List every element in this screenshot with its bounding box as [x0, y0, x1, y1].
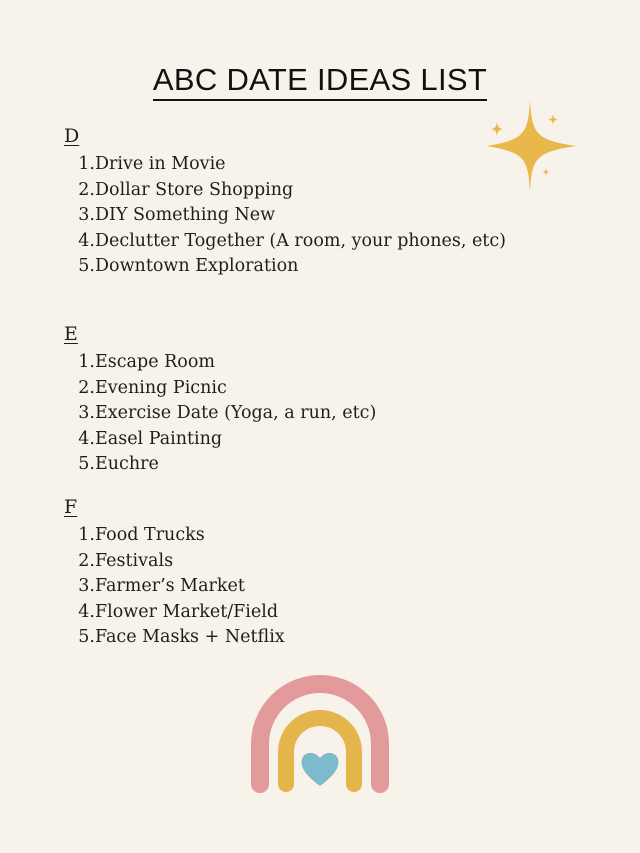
- list-item: [64, 427, 376, 453]
- list-item: [64, 452, 376, 478]
- list-item: [64, 229, 506, 255]
- list-item: [64, 401, 376, 427]
- item-number: 4.: [78, 601, 95, 622]
- item-text: Food Trucks: [95, 525, 205, 545]
- item-number: 5.: [78, 627, 95, 647]
- item-text: Dollar Store Shopping: [95, 179, 294, 200]
- item-number: 2.: [78, 179, 95, 200]
- list-item: [64, 600, 285, 626]
- list-item: [64, 523, 285, 549]
- item-text: Escape Room: [95, 352, 215, 372]
- idea-list: [64, 152, 506, 280]
- item-number: 4.: [78, 428, 95, 449]
- item-text: Exercise Date (Yoga, a run, etc): [95, 403, 377, 423]
- list-item: [64, 178, 506, 204]
- item-text: Farmer’s Market: [95, 576, 245, 596]
- item-number: 2.: [78, 550, 95, 571]
- sparkle-icon: [480, 96, 580, 196]
- item-text: Declutter Together (A room, your phones, etc): [95, 230, 506, 251]
- idea-list: [64, 350, 376, 478]
- item-text: Flower Market/Field: [95, 601, 279, 622]
- section-d: [64, 124, 506, 280]
- item-number: 1.: [78, 525, 95, 545]
- item-text: Drive in Movie: [95, 154, 226, 174]
- list-item: [64, 574, 285, 600]
- item-text: Easel Painting: [95, 428, 223, 449]
- item-number: 1.: [78, 154, 95, 174]
- list-item: [64, 350, 376, 376]
- list-item: [64, 254, 506, 280]
- item-number: 3.: [78, 576, 95, 596]
- list-item: [64, 376, 376, 402]
- list-item: [64, 203, 506, 229]
- page-title: [0, 62, 640, 98]
- section-heading: D: [64, 125, 80, 147]
- section-heading: F: [64, 496, 78, 518]
- rainbow-heart-icon: [244, 662, 396, 794]
- item-text: Face Masks + Netflix: [95, 627, 285, 647]
- item-number: 5.: [78, 454, 95, 474]
- section-heading: E: [64, 323, 78, 345]
- item-number: 5.: [78, 256, 95, 276]
- item-text: Festivals: [95, 550, 174, 571]
- section-e: [64, 322, 376, 478]
- item-number: 1.: [78, 352, 95, 372]
- item-number: 4.: [78, 230, 95, 251]
- item-number: 3.: [78, 403, 95, 423]
- item-number: 2.: [78, 377, 95, 398]
- item-text: Euchre: [95, 454, 159, 474]
- item-text: DIY Something New: [95, 205, 276, 225]
- item-number: 3.: [78, 205, 95, 225]
- list-item: [64, 549, 285, 575]
- list-item: [64, 152, 506, 178]
- item-text: Downtown Exploration: [95, 256, 299, 276]
- page-title-text: ABC DATE IDEAS LIST: [153, 62, 487, 101]
- item-text: Evening Picnic: [95, 377, 227, 398]
- section-f: [64, 495, 285, 651]
- idea-list: [64, 523, 285, 651]
- list-item: [64, 625, 285, 651]
